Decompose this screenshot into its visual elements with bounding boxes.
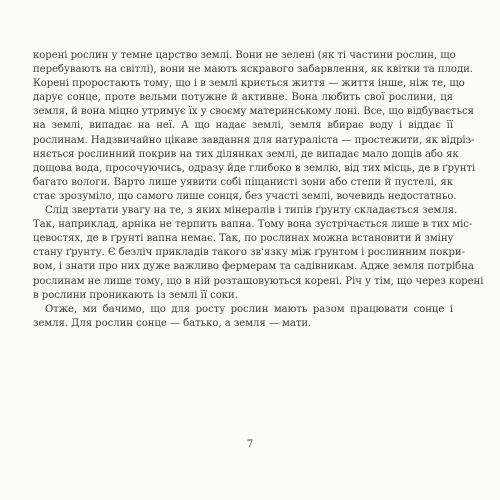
text-line: дощова вода, просочуючись, одразу йде глибоко в землю, від тих місць, де в ґрунті	[33, 162, 476, 174]
text-line: Корені проростають тому, що і в землі криється життя — життя інше, ніж те, що	[33, 78, 465, 90]
paragraph-2	[33, 204, 484, 303]
text-line: земля. Для рослин сонце — батько, а земля — мати.	[33, 317, 312, 329]
paragraph-1	[33, 49, 476, 204]
text-line: багато вологи. Варто лише уявити собі піщанисті зони або степи й пустелі, як	[33, 176, 453, 188]
text-line: цевостях, де в ґрунті вапна немає. Так, по рослинах можна встановити й зміну	[33, 233, 454, 245]
paragraph-3	[33, 303, 453, 331]
text-line: рослинам. Надзвичайно цікаве завдання для натураліста — простежити, як відріз-	[33, 134, 475, 146]
text-line: земля, й вона міцно утримує їх у своєму материнському лоні. Все, що відбувається	[33, 106, 474, 118]
text-line: корені рослин у темне царство землі. Вони не зелені (як ті частини рослин, що	[33, 50, 456, 61]
text-line: вом, і знати про них дуже важливо фермерам та садівникам. Адже земля потрібна	[33, 261, 474, 273]
text-line: в рослини проникають із землі її соки.	[33, 289, 238, 301]
text-line: стає зрозуміло, що самого лише сонця, без участі землі, вочевидь недостатньо.	[33, 190, 457, 202]
text-line: Слід звертати увагу на те, з яких мінералів і типів ґрунту складається земля.	[45, 205, 458, 217]
text-line: перебувають на світлі), вони не мають яскравого забарвлення, як квітки та плоди.	[33, 64, 473, 76]
page-number: 7	[246, 439, 254, 450]
text-line: рослинам не лише тому, що в ній розташовуються корені. Річ у тім, що через корені	[33, 275, 484, 287]
text-line: дарує сонце, проте вельми потужне й активне. Вона любить свої рослини, ця	[33, 92, 453, 104]
text-line: няється рослинний покрив на тих ділянках землі, де випадає мало дощів або як	[33, 148, 459, 160]
text-line: на землі, випадає на неї. А що надає землі, земля вбирає воду і віддає її	[33, 120, 453, 132]
text-line: стану ґрунту. Є безліч прикладів такого зв'язку між ґрунтом і рослинним покри-	[33, 247, 465, 259]
text-line: Отже, ми бачимо, що для росту рослин мають разом працювати сонце і	[45, 303, 453, 315]
text-line: Так, наприклад, арніка не терпить вапна. Тому вона зустрічається лише в тих міс-	[33, 219, 473, 231]
body-text	[33, 49, 484, 331]
